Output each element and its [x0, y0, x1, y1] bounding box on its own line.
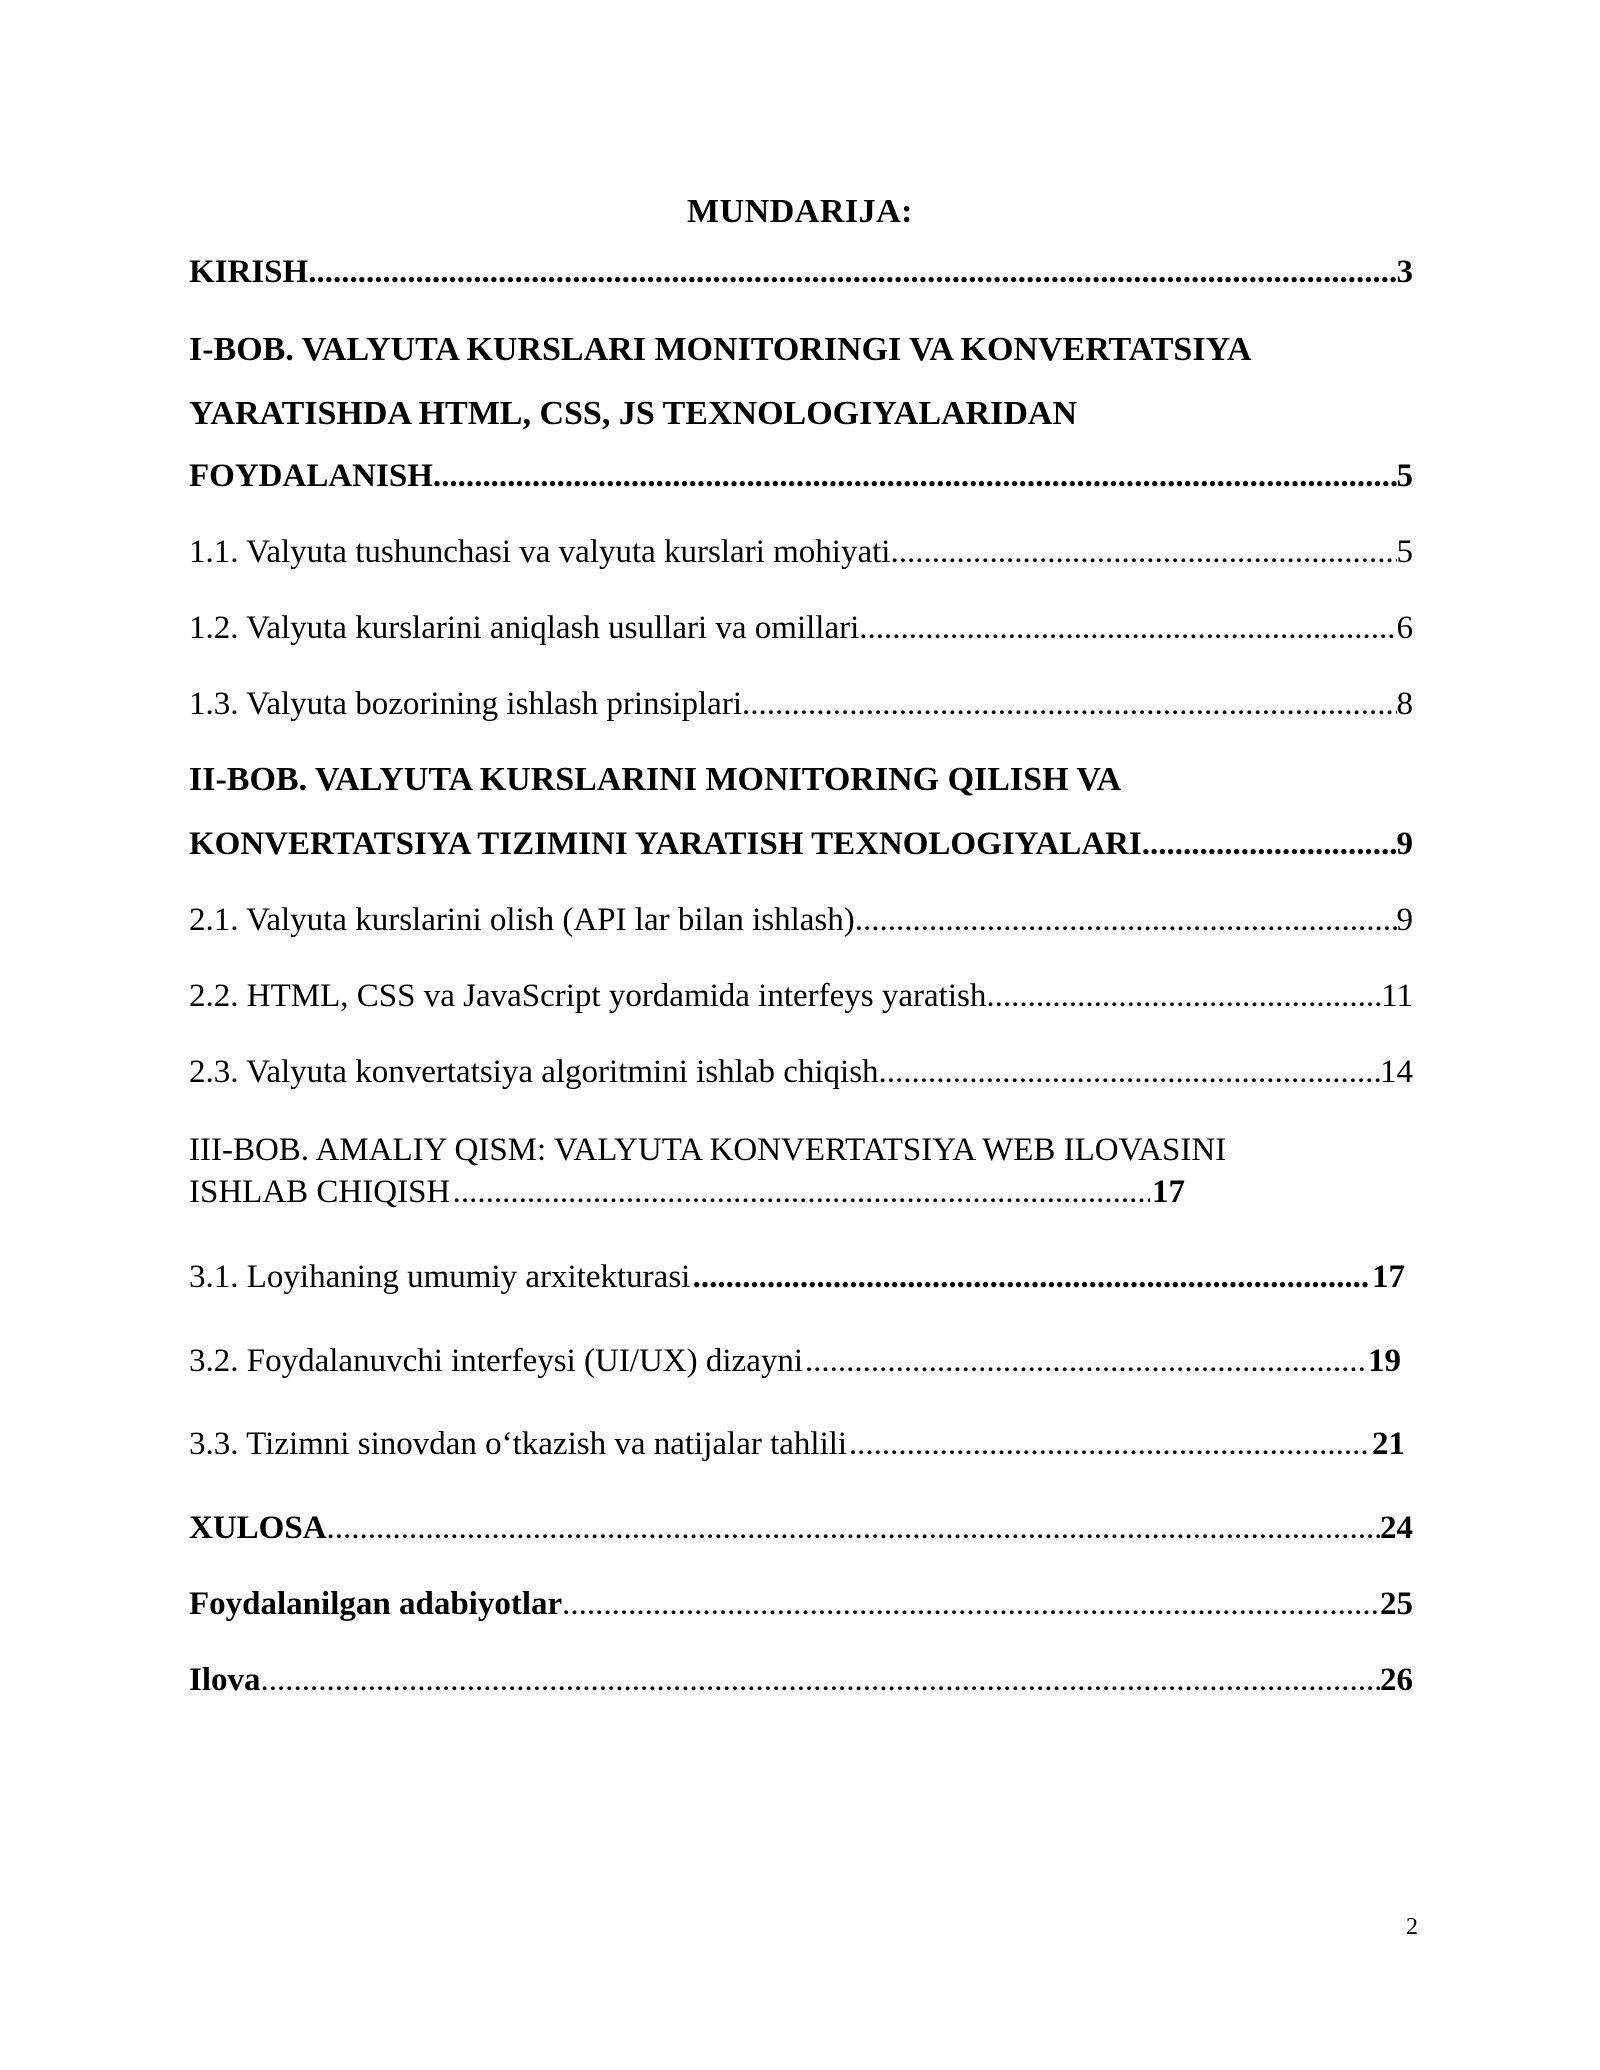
- toc-entry-title: FOYDALANISH: [189, 458, 433, 494]
- dot-leader: [849, 1420, 1370, 1468]
- toc-entry-page: 9: [1396, 826, 1413, 862]
- toc-entry-1-1: [189, 528, 1413, 576]
- toc-entry-3-2: [189, 1337, 1401, 1385]
- toc-entry-title: 3.3. Tizimni sinovdan o‘tkazish va natijalar tahlili: [189, 1426, 848, 1462]
- dot-leader: [308, 248, 1396, 296]
- toc-entry-adabiyotlar: [189, 1580, 1413, 1628]
- toc-entry-page: 5: [1396, 534, 1413, 570]
- dot-leader: [433, 452, 1397, 500]
- toc-entry-page: 25: [1380, 1586, 1413, 1622]
- toc-entry-title: Ilova: [189, 1662, 261, 1698]
- dot-leader: [327, 1504, 1380, 1552]
- toc-entry-page: 17: [1372, 1259, 1405, 1295]
- toc-entry-2-3: [189, 1048, 1413, 1096]
- toc-entry-kirish: [189, 248, 1413, 296]
- toc-chapter-1-line-1: I-BOB. VALYUTA KURSLARI MONITORINGI VA KONVERTATSIYA: [189, 331, 1252, 368]
- toc-chapter-1-line-2: YARATISHDA HTML, CSS, JS TEXNOLOGIYALARIDAN: [189, 395, 1078, 432]
- dot-leader: [693, 1253, 1370, 1301]
- toc-entry-chapter-2: [189, 820, 1413, 868]
- toc-entry-page: 9: [1396, 902, 1413, 938]
- toc-entry-title: 3.1. Loyihaning umumiy arxitekturasi: [189, 1259, 691, 1295]
- toc-entry-page: 3: [1396, 254, 1413, 290]
- toc-entry-title: KONVERTATSIYA TIZIMINI YARATISH TEXNOLOGIYALARI: [189, 826, 1142, 862]
- toc-entry-page: 5: [1396, 458, 1413, 494]
- toc-chapter-2-line-1: II-BOB. VALYUTA KURSLARINI MONITORING QILISH VA: [189, 761, 1122, 798]
- dot-leader: [261, 1656, 1380, 1704]
- toc-entry-title: ISHLAB CHIQISH: [189, 1174, 451, 1210]
- toc-entry-chapter-1: [189, 452, 1413, 500]
- dot-leader: [562, 1580, 1380, 1628]
- toc-entry-page: 8: [1396, 686, 1413, 722]
- dot-leader: [890, 528, 1396, 576]
- dot-leader: [453, 1168, 1150, 1216]
- toc-entry-title: 2.2. HTML, CSS va JavaScript yordamida interfeys yaratish: [189, 978, 987, 1014]
- toc-entry-page: 6: [1396, 610, 1413, 646]
- toc-entry-3-3: [189, 1420, 1405, 1468]
- toc-entry-title: 3.2. Foydalanuvchi interfeysi (UI/UX) dizayni: [189, 1343, 804, 1379]
- toc-entry-xulosa: [189, 1504, 1413, 1552]
- dot-leader: [986, 972, 1381, 1020]
- toc-entry-1-2: [189, 604, 1413, 652]
- dot-leader: [879, 1048, 1380, 1096]
- toc-entry-page: 19: [1367, 1343, 1401, 1379]
- toc-entry-title: 2.3. Valyuta konvertatsiya algoritmini ishlab chiqish: [189, 1054, 879, 1090]
- page-title: MUNDARIJA:: [687, 193, 913, 230]
- toc-entry-2-1: [189, 896, 1413, 944]
- toc-entry-page: 24: [1380, 1510, 1413, 1546]
- toc-entry-title: Foydalanilgan adabiyotlar: [189, 1586, 563, 1622]
- toc-entry-title: 2.1. Valyuta kurslarini olish (API lar bilan ishlash): [189, 902, 855, 938]
- toc-entry-3-1: [189, 1253, 1405, 1301]
- toc-entry-page: 21: [1372, 1426, 1405, 1462]
- page-number: 2: [1406, 1914, 1418, 1940]
- toc-entry-title: 1.1. Valyuta tushunchasi va valyuta kurslari mohiyati: [189, 534, 891, 570]
- dot-leader: [805, 1337, 1366, 1385]
- toc-chapter-3-line-1: III-BOB. AMALIY QISM: VALYUTA KONVERTATSIYA WEB ILOVASINI: [189, 1132, 1227, 1168]
- dot-leader: [1142, 820, 1397, 868]
- toc-entry-2-2: [189, 972, 1413, 1020]
- toc-entry-page: 26: [1380, 1662, 1413, 1698]
- dot-leader: [742, 680, 1397, 728]
- dot-leader: [859, 604, 1396, 652]
- dot-leader: [855, 896, 1397, 944]
- toc-entry-page: 17: [1152, 1174, 1185, 1210]
- toc-entry-title: 1.2. Valyuta kurslarini aniqlash usullari va omillari: [189, 610, 860, 646]
- toc-entry-title: KIRISH: [189, 254, 309, 290]
- toc-entry-title: XULOSA: [189, 1510, 327, 1546]
- toc-entry-page: 11: [1381, 978, 1413, 1014]
- toc-entry-title: 1.3. Valyuta bozorining ishlash prinsiplari: [189, 686, 742, 722]
- toc-entry-ilova: [189, 1656, 1413, 1704]
- toc-entry-chapter-3: [189, 1168, 1185, 1216]
- toc-entry-page: 14: [1380, 1054, 1413, 1090]
- toc-entry-1-3: [189, 680, 1413, 728]
